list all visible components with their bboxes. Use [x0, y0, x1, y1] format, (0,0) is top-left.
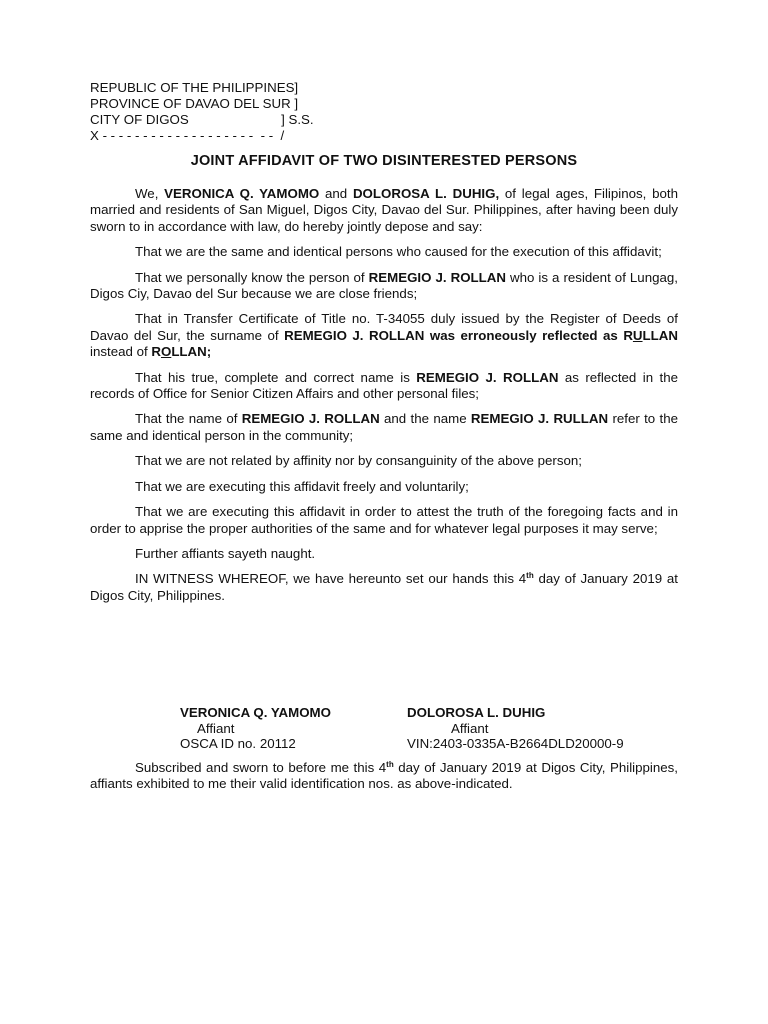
text: instead of	[90, 344, 152, 360]
affiant-name: VERONICA Q. YAMOMO	[164, 186, 320, 201]
subject-name: REMEGIO J. ROLLAN	[241, 411, 380, 427]
venue-province: PROVINCE OF DAVAO DEL SUR ]	[90, 96, 299, 111]
paragraph-introduction	[90, 186, 678, 235]
text: Subscribed and sworn to before me this 4	[135, 760, 387, 775]
jurat-block	[90, 760, 678, 802]
text: of legal ages, Filipinos, both married and residents of San Miguel, Digos City, Davao del Sur. Philippines, after having been duly sworn to in accordance with law, do hereby jointly depose and say:	[90, 186, 678, 234]
bold-text: REMEGIO J. ROLLAN was erroneously reflected as R	[284, 327, 633, 343]
underlined-letter: O	[160, 344, 172, 360]
document-title: JOINT AFFIDAVIT OF TWO DISINTERESTED PERSONS	[190, 153, 578, 169]
ordinal-suffix: th	[526, 571, 534, 581]
signature-block-affiant-1	[180, 705, 331, 752]
paragraph-witness-whereof	[90, 571, 678, 604]
text: as reflected in the records of Office for Senior Citizen Affairs and other personal files;	[90, 369, 679, 402]
text: and	[319, 186, 353, 201]
text: That in Transfer Certificate of Title no. T-34055 duly issued by the Register of Deeds of Davao del Sur, the surname of	[90, 311, 678, 343]
signatory-role: Affiant	[197, 720, 235, 736]
paragraph-purpose: That we are executing this affidavit in order to attest the truth of the foregoing facts and in order to apprise the proper authorities of the same and for whatever legal purposes it may serve;	[90, 504, 678, 536]
signatory-name: VERONICA Q. YAMOMO	[180, 705, 331, 720]
bold-text: LLAN;	[171, 344, 212, 360]
venue-city: CITY OF DIGOS ] S.S.	[90, 112, 314, 127]
signatory-id: VIN:2403-0335A-B2664DLD20000-9	[407, 736, 624, 751]
signatory-name: DOLOROSA L. DUHIG	[407, 705, 546, 720]
venue-separator: X - - - - - - - - - - - - - - - - - - - - - /	[90, 128, 285, 143]
paragraph-jurat	[90, 760, 678, 793]
signature-block-affiant-2	[407, 705, 624, 752]
text: That his true, complete and correct name is	[135, 369, 417, 385]
bold-text: LLAN	[642, 327, 678, 343]
venue-republic: REPUBLIC OF THE PHILIPPINES]	[90, 80, 299, 95]
paragraph-correct-name	[90, 370, 678, 403]
paragraph-title-error	[90, 311, 678, 360]
text: day of January 2019 at Digos City, Philippines.	[90, 571, 678, 603]
text: We,	[135, 186, 165, 201]
text: refer to the same and identical person in the community;	[90, 411, 679, 443]
paragraph-naught: Further affiants sayeth naught.	[135, 545, 316, 561]
paragraph-identity: That we are the same and identical persons who caused for the execution of this affidavit;	[135, 244, 662, 260]
paragraph-acquaintance	[90, 270, 678, 303]
bold-text: R	[151, 344, 161, 360]
text: That the name of	[135, 411, 242, 427]
subject-name: REMEGIO J. ROLLAN	[416, 369, 559, 385]
text: who is a resident of Lungag, Digos Ciy, Davao del Sur because we are close friends;	[90, 269, 678, 302]
text: day of January 2019 at Digos City, Philippines, affiants exhibited to me their valid identification nos. as above-indicated.	[90, 760, 678, 792]
text: That we personally know the person of	[135, 269, 369, 285]
text: and the name	[379, 411, 471, 427]
underlined-letter: U	[632, 327, 643, 343]
affiant-name: DOLOROSA L. DUHIG,	[352, 186, 500, 201]
subject-name: REMEGIO J. RULLAN	[470, 411, 609, 427]
signatory-role: Affiant	[451, 720, 489, 736]
venue-block	[90, 80, 314, 144]
affidavit-body	[90, 186, 678, 613]
text: IN WITNESS WHEREOF, we have hereunto set our hands this 4	[135, 571, 527, 587]
signatory-id: OSCA ID no. 20112	[180, 736, 296, 751]
paragraph-same-person	[90, 411, 678, 444]
ordinal-suffix: th	[386, 760, 394, 769]
subject-name: REMEGIO J. ROLLAN	[368, 269, 506, 285]
paragraph-not-related: That we are not related by affinity nor by consanguinity of the above person;	[135, 453, 582, 469]
paragraph-voluntary: That we are executing this affidavit freely and voluntarily;	[135, 478, 469, 494]
